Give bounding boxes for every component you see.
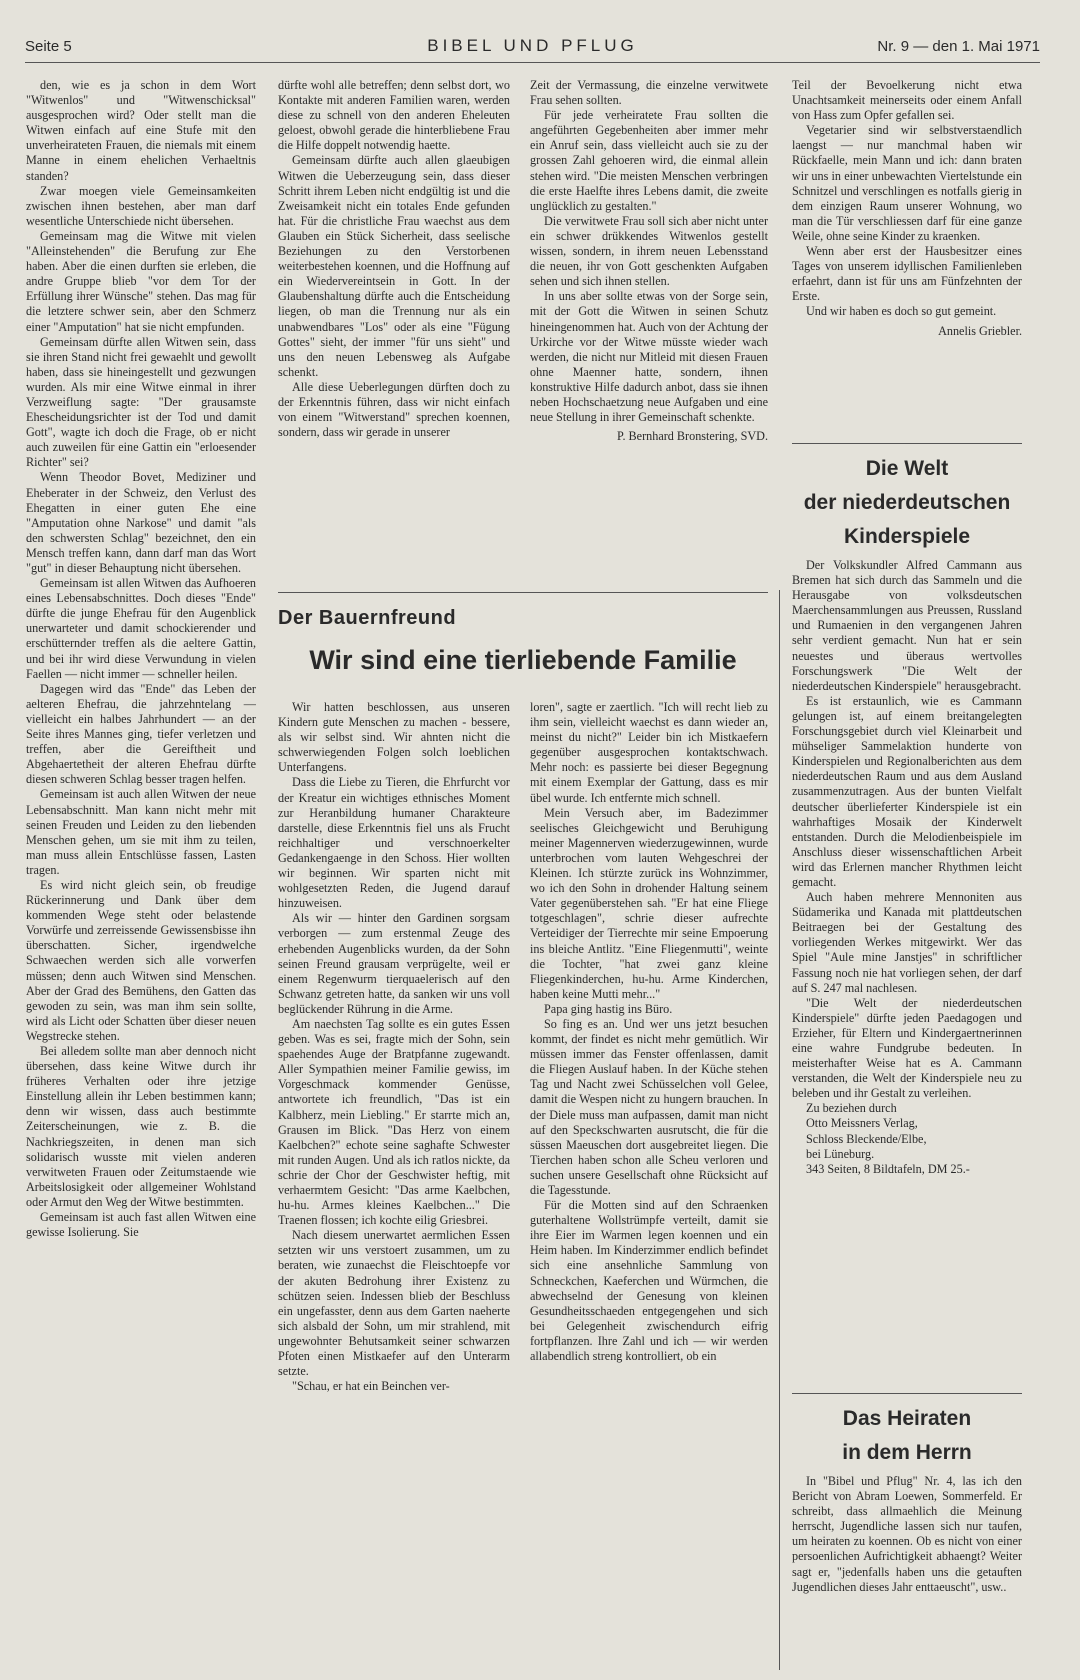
paragraph: Auch haben mehrere Mennoniten aus Südamerika und Kanada mit plattdeutschen Beitraegen bei der Gestaltung des vorliegenden Werkes mitgewirkt. Wer das Spiel "Aule mine Janstjes" in schriftlicher Fassung noch nie hat vorliegen sehen, der darf auf S. 247 mal nachlesen. bbox=[792, 890, 1022, 995]
paragraph: Es ist erstaunlich, wie es Cammann gelungen ist, auf einem breitangelegten Forschungsgebiet durch viel Kleinarbeit und mühseliger Sammelaktion hunderte von Kinderspielen und Regionalberichten aus dem niederdeutschen Raum und aus dem Ausland zusammenzutragen. Aus der bunten Vielfalt deutscher überlieferter Kinderspiele ist ein wahrhaftiges Mosaik der Kinderwelt entstanden. Durch die Melodienbeispiele im Anschluss dieser wissenschaftlichen Arbeit wird das Erlernen mancher Rhythmen leicht gemacht. bbox=[792, 693, 1022, 889]
paragraph: Zwar moegen viele Gemeinsamkeiten zwischen ihnen bestehen, aber man darf wesentliche Unterschiede nicht übersehen. bbox=[26, 183, 256, 228]
heiraten-headline bbox=[792, 1402, 1022, 1470]
paragraph: Gemeinsam ist allen Witwen das Aufhoeren eines Lebensabschnittes. Doch dieses "Ende" dürfte die junge Ehefrau für den Augenblick unerwarteter und damit schockierender und erschütternder treffen als die aeltere Gattin, und bei ihr wird diese Verwundung in vielen Faellen — nicht immer — schneller heilen. bbox=[26, 576, 256, 681]
paragraph: den, wie es ja schon in dem Wort "Witwenlos" und "Witwenschicksal" ausgesprochen wird? Oder stellt man die Witwen einfach auf eine Stufe mit den unverheirateten Frauen, die niemals mit einem Manne in einem ehelichen Verhaeltnis standen? bbox=[26, 78, 256, 183]
paragraph: Für jede verheiratete Frau sollten die angeführten Gegebenheiten aber immer mehr ein Anruf sein, dass vielleicht auch sie zu der grossen Zahl gehoeren wird, die einmal allein stehen wird. "Die meisten Menschen verbringen die erste Haelfte ihres Lebens damit, die zweite unglücklich zu gestalten." bbox=[530, 108, 768, 213]
page-number: Seite 5 bbox=[25, 38, 72, 55]
paragraph: "Schau, er hat ein Beinchen ver- bbox=[292, 1379, 450, 1394]
publication-title: BIBEL UND PFLUG bbox=[427, 36, 638, 55]
paragraph: loren", sagte er zaertlich. "Ich will recht lieb zu ihm sein, vielleicht waechst es dann wieder an, meinst du nicht?" Leider bin ich Mistkaefern gegenüber ausgesprochen kontaktschwach. Mehr noch: es passierte bei dieser Begegnung mit einem Exemplar der Gattung, dass es mir übel wurde. Ich entfernte mich schnell. bbox=[530, 700, 768, 805]
paragraph: Wenn Theodor Bovet, Mediziner und Eheberater in der Schweiz, den Verlust des Ehegatten in einer guten Ehe eine "Amputation ohne Narkose" und damit "als den schwersten Schlag" bezeichnet, den ein Mensch treffen kann, dann darf man das Wort "gut" in dieser Behauptung nicht übersehen. bbox=[26, 470, 256, 575]
paragraph: Gemeinsam ist auch allen Witwen der neue Lebensabschnitt. Man kann nicht mehr mit seinen Freuden und Leiden zu den liebenden Menschen gehen, um sie mit ihm zu teilen, man muss allein Entschlüsse fassen, Lasten tragen. bbox=[26, 787, 256, 877]
headline-line: der niederdeutschen bbox=[803, 491, 1011, 514]
paragraph: In "Bibel und Pflug" Nr. 4, las ich den Bericht von Abram Loewen, Sommerfeld. Er schreibt, dass allmaehlich die Meinung herrscht, Jugendliche lassen sich nur taufen, um heiraten zu koennen. Ob es nicht von einer persoenlichen Aufrichtigkeit abhaengt? Weiter sagt er, "jedenfalls haben uns die getauften Jugendlichen dieses Jahr enttaeuscht", usw.. bbox=[792, 1474, 1022, 1594]
kinderspiele-headline bbox=[792, 452, 1022, 554]
widow-article-column-1 bbox=[26, 78, 256, 1668]
paragraph: Es wird nicht gleich sein, ob freudige Rückerinnerung und Dank über dem kommenden Wege steht oder belastende Vorwürfe und zerreissende Gewissensbisse ihn überschatten. Sicher, irgendwelche Schwaechen werden sich alle vorwerfen müssen; denn auch Witwen sind Menschen. Aber der Grad des Bemühens, den Gatten das gewoden zu sein, was man ihm sein sollte, wird als Licht oder Schatten über dieser neuen Wegstrecke stehen. bbox=[26, 877, 256, 1043]
paragraph: Mein Versuch aber, im Badezimmer seelisches Gleichgewicht und Beruhigung meiner Magennerven wiederzugewinnen, wurde unterbrochen vom lauten Wehgeschrei der Kleinen. Ich stürzte zurück ins Wohnzimmer, wo ich den Sohn in drohender Haltung seinem Vater gegenüberstehen sah. "Er hat eine Fliege totgeschlagen", schrie dieser aufrechte Verteidiger der Tierrechte mir seine Empoerung ins bleiche Antlitz. "Eine Fliegenmutti", weinte die Tochter, "hat zwei ganz kleine Fliegenkinderchen, hu-hu. Arme Kinderchen, haben keine Mutti mehr..." bbox=[530, 805, 768, 1001]
paragraph: Wir hatten beschlossen, aus unseren Kindern gute Menschen zu machen - bessere, als wir selbst sind. Wir ahnten nicht die schwerwiegenden Folgen solch loeblichen Unterfangens. bbox=[278, 700, 510, 775]
paragraph: Gemeinsam dürfte allen Witwen sein, dass sie ihren Stand nicht frei gewaehlt und gewollt haben, dass sie hineingestellt und gezwungen wurden. Als mir eine Witwe einmal in ihrer Verzweiflung sagte: "Der grausamste Ehescheidungsrichter ist der Tod und damit Gott", wagte ich doch die Frage, ob er nicht auch zuweilen für eine Gattin ein "erloesender Richter" sei? bbox=[26, 334, 256, 470]
kinderspiele-article bbox=[792, 558, 1022, 1418]
paragraph: Der Volkskundler Alfred Cammann aus Bremen hat sich durch das Sammeln und die Herausgabe von volksdeutschen Maerchensammlungen aus Preussen, Russland und Rumaenien in den vergangenen Jahren sehr verdient gemacht. Nun hat er sein neuestes und überaus wertvolles Forschungswerk "Die Welt der niederdeutschen Kinderspiele" herausgebracht. bbox=[792, 558, 1022, 693]
paragraph: Vegetarier sind wir selbstverstaendlich laengst — nur manchmal haben wir Rückfaelle, mein Mann und ich: dann braten wir uns in einer unbewachten Viertelstunde ein Schnitzel und verschlingen es notfalls gierig in dem einzigen Raum unserer Wohnung, wo man die Tür verschliessen darf für eine ganze Weile, ohne seine Kinder zu kraenken. bbox=[792, 123, 1022, 243]
paragraph: Bei alledem sollte man aber dennoch nicht übersehen, dass keine Witwe durch ihr früheres Verhalten oder ihre jetzige Einstellung allein ihr Leben bestimmen kann; denn wir wissen, dass auch bestimmte Zeiterscheinungen, wie z. B. die Nachkriegszeiten, in denen man sich solidarisch wusste mit vielen anderen verwitweten Frauen oder Zeitumstaende wie Arbeitslosigkeit oder allgemeiner Wohlstand oder Armut den Weg der Witwe bestimmten. bbox=[26, 1044, 256, 1209]
paragraph: Zeit der Vermassung, die einzelne verwitwete Frau sehen sollten. bbox=[530, 78, 768, 108]
issue-date: Nr. 9 — den 1. Mai 1971 bbox=[877, 38, 1040, 55]
paragraph: Gemeinsam ist auch fast allen Witwen eine gewisse Isolierung. Sie bbox=[26, 1210, 256, 1240]
paragraph: Gemeinsam dürfte auch allen glaeubigen Witwen die Ueberzeugung sein, dass dieser Schritt ihrem Leben nicht endgültig ist und die Zweisamkeit nicht ein totales Ende gefunden hat. Für die christliche Frau waechst aus dem Glauben ein Stück Sicherheit, dass seelische Beziehungen zu den Verstorbenen weiterbestehen koennen, und die Hoffnung auf ein Wiedervereintsein in Gott. In der Glaubenshaltung dürfte auch die Entscheidung liegen, ob man die Trennung nur als ein unabwendbares "Los" oder als eine "Fügung Gottes" sieht, der immer "für uns sieht" und uns den neuen Lebensweg als Aufgabe schenkt. bbox=[278, 153, 510, 379]
paragraph: Für die Motten sind auf den Schraenken guterhaltene Wollstrümpfe verteilt, damit sie ihre Eier im Warmen legen koennen und ein Heim haben. Im Kinderzimmer endlich befindet sich eine ansehnliche Sammlung von Schneckchen, Kaeferchen und Würmchen, die abwechselnd der Genesung von kleinen Gesundheitsschaeden entgegengehen und sich bei Gelegenheit zwischendurch eifrig fortpflanzen. Ihre Zahl und ich — wir werden allabendlich streng kontrolliert, ob ein bbox=[530, 1198, 768, 1364]
headline-line: in dem Herrn bbox=[842, 1441, 972, 1464]
order-info: 343 Seiten, 8 Bildtafeln, DM 25.- bbox=[806, 1161, 970, 1176]
paragraph: Wenn aber erst der Hausbesitzer eines Tages von unserem idyllischen Familienleben erfaehrt, dann ist für uns am Fünfzehnten der Erste. bbox=[792, 244, 1022, 304]
animal-article-continuation bbox=[792, 78, 1022, 433]
bauernfreund-column-2 bbox=[530, 700, 768, 1670]
paragraph: Und wir haben es doch so gut gemeint. bbox=[806, 304, 997, 319]
paragraph: So fing es an. Und wer uns jetzt besuchen kommt, der findet es nicht mehr gemütlich. Wir müssen immer das Fenster offenlassen, damit die Fliegen Auslauf haben. In der Küche stehen Tag und Nacht zwei Schüsselchen voll Gelee, damit die Wespen nicht zu hungern brauchen. In der Diele muss man aufpassen, damit man nicht auf den Speckschwarten ausrutscht, die für die süssen Maeuschen dort ausgebreitet liegen. Die Tierchen haben schon alle Scheu verloren und suchen unsere Gesellschaft ohne Rücksicht auf die Tagesstunde. bbox=[530, 1016, 768, 1197]
divider bbox=[278, 592, 768, 593]
order-info: Zu beziehen durch bbox=[806, 1101, 897, 1116]
widow-article-column-3 bbox=[530, 78, 768, 578]
paragraph: Dagegen wird das "Ende" das Leben der aelteren Ehefrau, die jahrzehntelang — vielleicht ein halbes Jahrhundert — an der Seite ihres Mannes ging, tiefer verletzen und treffen, aber die Gereiftheit und Abgehaertetheit der alteren Ehefrau dürfte diesen schweren Schlag besser tragen helfen. bbox=[26, 681, 256, 787]
paragraph: Als wir — hinter den Gardinen sorgsam verborgen — zum erstenmal Zeuge des erhebenden Augenblicks wurden, da der Sohn seinen Freund grausam verprügelte, weil er einem Regenwurm tierquaelerisch auf den Schwanz getreten hatte, da sanken wir uns voll beglückender Rührung in die Arme. bbox=[278, 911, 510, 1016]
column-divider bbox=[779, 590, 780, 1670]
paragraph: dürfte wohl alle betreffen; denn selbst dort, wo Kontakte mit anderen Familien waren, werden diese zu schnell von den anderen Eheleuten geloest, obwohl gerade die hinterbliebene Frau die Hilfe doppelt notwendig haette. bbox=[278, 78, 510, 153]
bauernfreund-column-1 bbox=[278, 700, 510, 1670]
author-signature: P. Bernhard Bronstering, SVD. bbox=[617, 429, 768, 444]
page-header bbox=[25, 36, 1040, 63]
paragraph: Gemeinsam mag die Witwe mit vielen "Alleinstehenden" die Berufung zur Ehe haben. Aber die einen durften sie erleben, die andre Gruppe blieb "vor dem Tor der Erfüllung ihrer Wünsche" stehen. Das mag für die letztere schwer sein, aber den Schmerz einer "Amputation" hat sie nicht empfunden. bbox=[26, 228, 256, 334]
order-info: bei Lüneburg. bbox=[806, 1146, 875, 1161]
paragraph: Nach diesem unerwartet aermlichen Essen setzten wir uns verstoert zusammen, um zu beraten, wie zunaechst die Fleischtoepfe vor der akuten Bedrohung ihrer Existenz zu schützen seien. Indessen blieb der Beschluss ein ungefasster, denn aus dem Garten naeherte sich alsbald der Sohn, um mir strahlend, mit ungewohnter Behutsamkeit seiner schwarzen Pfoten einen Mistkaefer auf den Unterarm setzte. bbox=[278, 1228, 510, 1379]
order-info: Otto Meissners Verlag, bbox=[806, 1116, 918, 1131]
paragraph: Alle diese Ueberlegungen dürften doch zu der Erkenntnis führen, dass wir nicht einfach von einem "Witwerstand" sprechen koennen, sondern, dass wir gerade in unserer bbox=[278, 379, 510, 440]
paragraph: Teil der Bevoelkerung nicht etwa Unachtsamkeit meinerseits oder einem Anfall von Hass zum Opfer gefallen sei. bbox=[792, 78, 1022, 123]
paragraph: Papa ging hastig ins Büro. bbox=[544, 1001, 673, 1016]
headline-line: Die Welt bbox=[865, 457, 949, 480]
paragraph: "Die Welt der niederdeutschen Kinderspiele" dürfte jeden Paedagogen und Erzieher, für Eltern und Kindergaertnerinnen eine wahre Fundgrube bedeuten. In meisterhafter Weise hat es A. Cammann verstanden, die Welt der Kinderspiele neu zu beleben und ihr Gestalt zu verleihen. bbox=[792, 995, 1022, 1101]
author-signature: Annelis Griebler. bbox=[938, 323, 1022, 338]
paragraph: In uns aber sollte etwas von der Sorge sein, mit der Gott die Witwen in seinen Schutz hineingenommen hat. Auch von der Achtung der Urkirche vor der Witwe müsste wieder wach werden, die nicht nur Mitleid mit diesen Frauen ohne Maenner hatte, sondern, ihnen konstruktive Hilfe dadurch anbot, dass sie ihnen neben Hochschaetzung neue Aufgaben und eine neue Stellung in ihrer Gemeinschaft schenkte. bbox=[530, 289, 768, 425]
order-info: Schloss Bleckende/Elbe, bbox=[806, 1131, 927, 1146]
widow-article-column-2 bbox=[278, 78, 510, 578]
paragraph: Die verwitwete Frau soll sich aber nicht unter ein schwer drükkendes Witwenlos gestellt wissen, sondern, in ihrem neuen Lebensstand die neuen, ihr von Gott geschenkten Aufgaben sehen und sich ihnen stellen. bbox=[530, 213, 768, 289]
headline-line: Kinderspiele bbox=[843, 525, 971, 548]
headline-line: Das Heiraten bbox=[842, 1407, 972, 1430]
heiraten-article bbox=[792, 1474, 1022, 1669]
divider bbox=[792, 443, 1022, 444]
paragraph: Am naechsten Tag sollte es ein gutes Essen geben. Was es sei, fragte mich der Sohn, sein spaehendes Auge der Bratpfanne zugewandt. Aller Sympathien meiner Familie gewiss, im Vorgeschmack kommender Genüsse, antwortete ich freundlich, "Das ist ein Kalbherz, mein Liebling." Er starrte mich an, Grausen im Blick. "Das Herz von einem Kaelbchen?" echote seine saghafte Schwester mit runden Augen. Und als ich ratlos nickte, da schrie der Chor der Geschwister heftig, mit verhaermtem Gesicht: "Das arme Kaelbchen, hu-hu. Armes kleines Kaelbchen..." Die Traenen flossen; ich kochte eilig Griesbrei. bbox=[278, 1016, 510, 1228]
section-label: Der Bauernfreund bbox=[278, 607, 457, 629]
paragraph: Dass die Liebe zu Tieren, die Ehrfurcht vor der Kreatur ein wichtiges ethnisches Moment zur Heranbildung humaner Charakteure darstelle, diese Erkenntnis fiel uns als Frucht reichhaltiger und verschnoerkelter Gedankengaenge in den Schoss. Hier wollten wir beginnen. Wir sparten nicht mit wohlgesetzten Reden, die Jugend darauf hinzuweisen. bbox=[278, 775, 510, 911]
divider bbox=[792, 1393, 1022, 1394]
article-headline: Wir sind eine tierliebende Familie bbox=[309, 645, 737, 675]
